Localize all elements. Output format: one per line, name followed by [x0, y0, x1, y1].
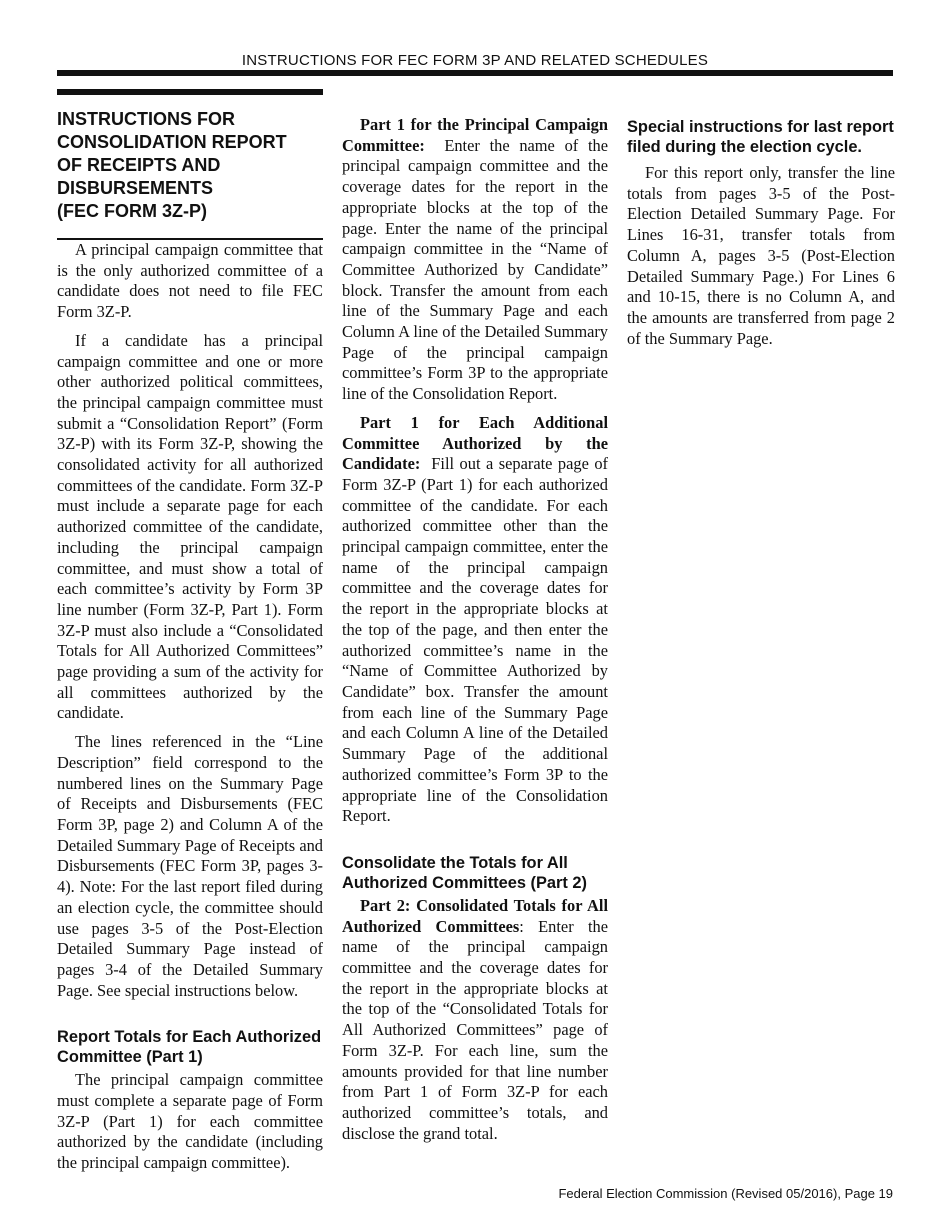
running-header: INSTRUCTIONS FOR FEC FORM 3P AND RELATED SCHEDULES [241, 52, 709, 69]
page-footer: Federal Election Commission (Revised 05/2016), Page 19 [558, 1186, 893, 1201]
part2-paragraph [342, 896, 608, 1144]
part1-principal-lead: Part 1 for the Principal Campaign Committee: [342, 115, 608, 155]
part1-additional-body: Fill out a separate page of Form 3Z-P (Part 1) for each authorized committee of the candidate. For each authorized committee other than the principal campaign committee, enter the name of the principal campaign committee and the coverage dates for the report in the appropriate blocks at the top of the page, and then enter the authorized committee’s name in the “Name of Committee Authorized by Candidate” box. Transfer the amount from each line of the Summary Page and each Column A line of the Detailed Summary Page of the additional authorized committee’s Form 3P to the appropriate line of the Consolidation Report. [342, 454, 608, 826]
title-line-1: INSTRUCTIONS FOR [57, 109, 235, 129]
part2-lead: Part 2: Consolidated Totals for All Authorized Committees [342, 895, 608, 936]
title-line-3: OF RECEIPTS AND [57, 155, 221, 175]
title-line-4: DISBURSEMENTS [57, 178, 214, 198]
column-2 [342, 115, 608, 1152]
col1-paragraph-4: The principal campaign committee must complete a separate page of Form 3Z-P (Part 1) for each committee authorized by the candidate (including the principal campaign committee). [57, 1070, 323, 1173]
col1-paragraph-2: If a candidate has a principal campaign committee and one or more other authorized political committees, the principal campaign committee must submit a “Consolidation Report” (Form 3Z-P) with its Form 3Z-P, showing the consolidated activity for all authorized committees of the candidate. Form 3Z-P must include a separate page for each authorized committee of the candidate, including the principal campaign committee, and must show a total of each committee’s activity by Form 3P line number (Form 3Z-P, Part 1). Form 3Z-P must also include a “Consolidated Totals for All Authorized Committees” page providing a sum of the activity for all committees authorized by the candidate. [57, 330, 323, 723]
part2-body: : Enter the name of the principal campaign committee and the coverage dates for the report in the appropriate blocks at the top of the “Consolidated Totals for All Authorized Committees” page of Form 3Z-P. For each line, sum the amounts provided for that line number from Part 1 of Form 3Z-P for each authorized committee’s totals, and disclose the grand total. [342, 916, 608, 1143]
part1-principal-paragraph [342, 115, 608, 405]
column-1 [57, 240, 323, 1182]
column-3 [627, 117, 895, 357]
part1-additional-paragraph [342, 413, 608, 827]
part1-additional-lead: Part 1 for Each Additional Committee Authorized by the Candidate: [342, 412, 608, 474]
col1-paragraph-1: A principal campaign committee that is the only authorized committee of a candidate does not need to file FEC Form 3Z-P. [57, 240, 323, 322]
heading-special-instructions: Special instructions for last report filed during the election cycle. [627, 118, 894, 156]
page-title [57, 108, 323, 223]
title-top-rule [57, 89, 323, 95]
part1-principal-body: Enter the name of the principal campaign committee and the coverage dates for the report in the appropriate blocks at the top of the page. Enter the name of the principal campaign committee in the “Name of Committee Authorized by Candidate” block. Transfer the amount from each line of the Summary Page and each Column A line of the Detailed Summary Page of the principal campaign committee’s Form 3P to the appropriate line of the Consolidation Report. [342, 135, 608, 404]
col3-paragraph-1: For this report only, transfer the line totals from pages 3-5 of the Post-Election Detailed Summary Page. For Lines 16-31, transfer totals from Column A, pages 3-5 (Post-Election Detailed Summary Page.) For Lines 6 and 10-15, there is no Column A, and the amounts are transferred from page 2 of the Summary Page. [627, 163, 895, 348]
heading-report-totals: Report Totals for Each Authorized Committee (Part 1) [57, 1028, 322, 1067]
col1-paragraph-3: The lines referenced in the “Line Description” field correspond to the numbered lines on the Summary Page of Receipts and Disbursements (FEC Form 3P, page 2) and Column A of the Detailed Summary Page of Receipts and Disbursements (FEC Form 3P, pages 3-4). Note: For the last report filed during an election cycle, the committee should use pages 3-5 of the Post-Election Detailed Summary Page instead of pages 3-4 of the Detailed Summary Page. See special instructions below. [57, 732, 323, 1000]
title-line-2: CONSOLIDATION REPORT [57, 132, 287, 152]
header-rule [57, 70, 893, 76]
title-line-5: (FEC FORM 3Z-P) [57, 201, 207, 221]
heading-consolidate-totals: Consolidate the Totals for All Authorized Committees (Part 2) [342, 853, 587, 892]
